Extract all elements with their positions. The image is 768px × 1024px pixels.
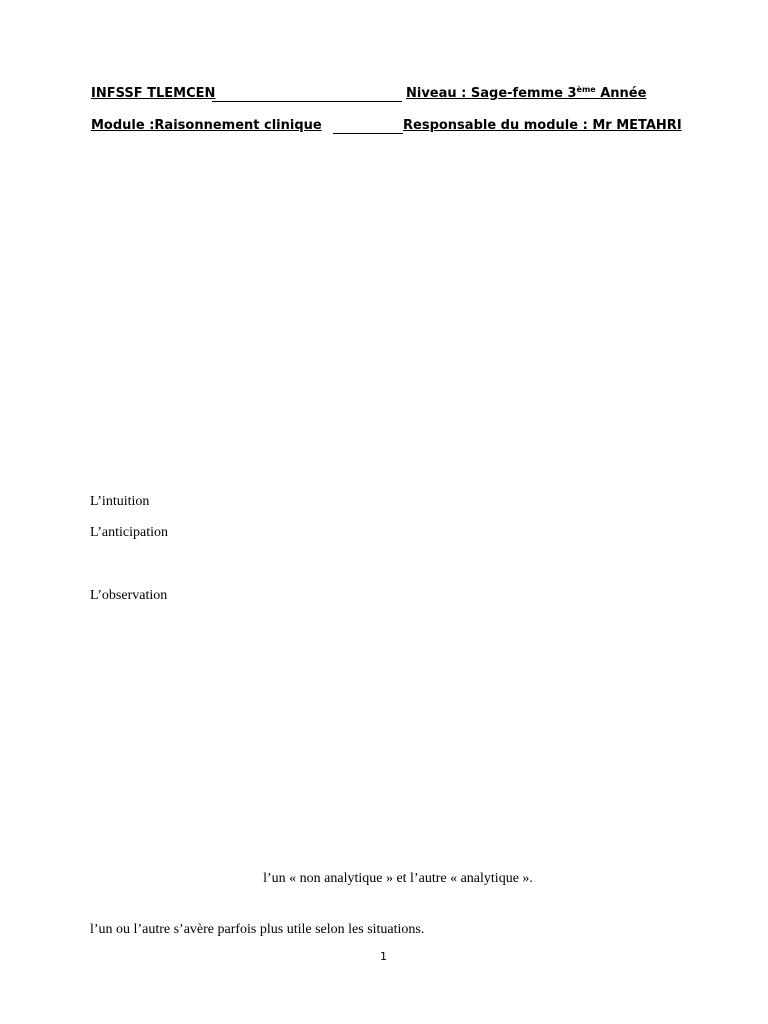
institution-name: INFSSF TLEMCEN <box>91 86 216 101</box>
item-anticipation: L’anticipation <box>90 525 169 540</box>
closing-line: l’un ou l’autre s’avère parfois plus utile selon les situations. <box>90 922 425 937</box>
module-responsible: Responsable du module : Mr METAHRI <box>403 118 682 133</box>
header-underline-2 <box>333 133 403 134</box>
item-intuition: L’intuition <box>90 494 150 509</box>
header-underline-1 <box>212 101 402 102</box>
analytic-modes-line: l’un « non analytique » et l’autre « analytique ». <box>263 871 533 886</box>
page-number: 1 <box>380 950 387 963</box>
item-observation: L’observation <box>90 588 168 603</box>
module-label: Module :Raisonnement clinique <box>91 118 322 133</box>
level-label: Niveau : Sage-femme 3ème Année <box>406 85 647 101</box>
